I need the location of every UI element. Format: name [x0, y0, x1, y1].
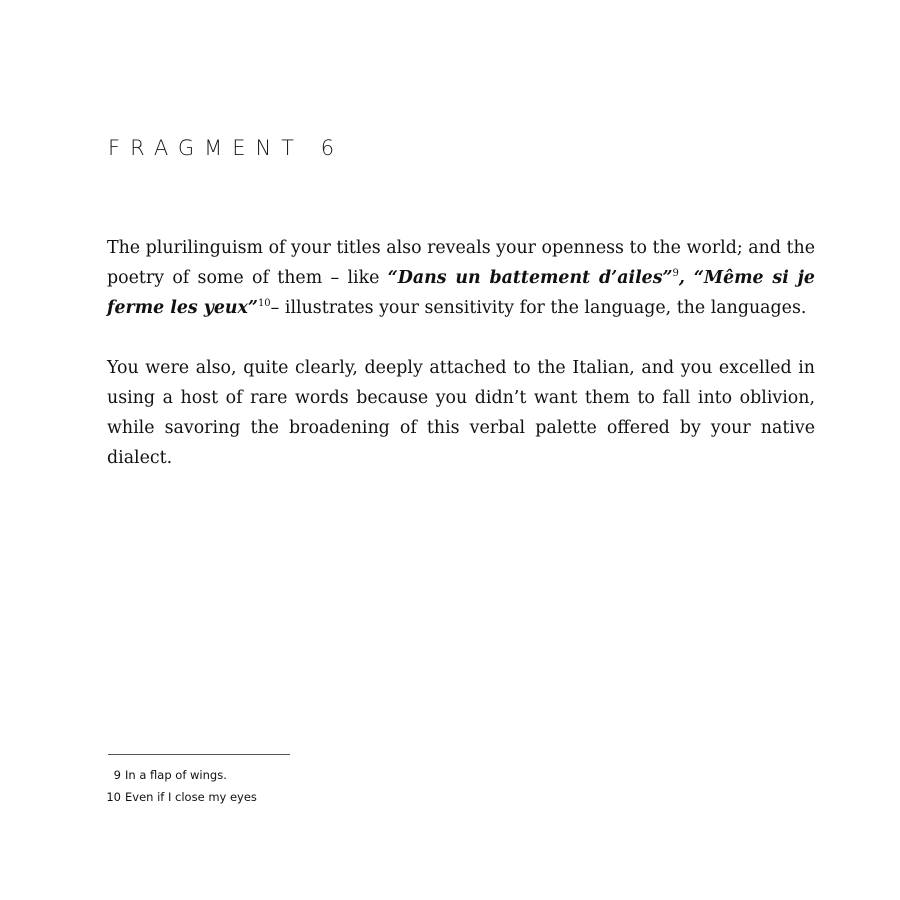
paragraph-1-text-start: The plurilinguism of your titles also reveals your openness to the world; and the poetry of some of them – like	[107, 238, 815, 288]
fragment-heading: FRAGMENT 6	[108, 136, 345, 160]
footnote-ref-9[interactable]: 9	[672, 268, 679, 280]
body-text	[107, 233, 815, 473]
footnote-item	[104, 786, 257, 808]
footnote-ref-10[interactable]: 10	[257, 298, 271, 310]
paragraph-1-text-end: – illustrates your sensitivity for the language, the languages.	[270, 298, 807, 318]
footnote-number: 10	[106, 790, 121, 804]
footnote-number: 9	[113, 768, 121, 782]
footnotes	[104, 764, 257, 808]
footnote-text: In a flap of wings.	[125, 768, 227, 782]
paragraph-2: You were also, quite clearly, deeply attached to the Italian, and you excelled in using a host of rare words because you didn’t want them to fall into oblivion, while savoring the broadening of this verbal palette offered by your native dialect.	[107, 358, 815, 468]
title-dans-un-battement: “Dans un battement d’ailes”	[387, 268, 673, 288]
footnote-divider	[108, 754, 290, 755]
footnote-item	[104, 764, 257, 786]
paragraph-1	[107, 233, 815, 323]
title-meme-si-je: “Même si je ferme les yeux”	[107, 268, 816, 318]
title-separator: ,	[678, 268, 694, 288]
footnote-text: Even if I close my eyes	[125, 790, 257, 804]
